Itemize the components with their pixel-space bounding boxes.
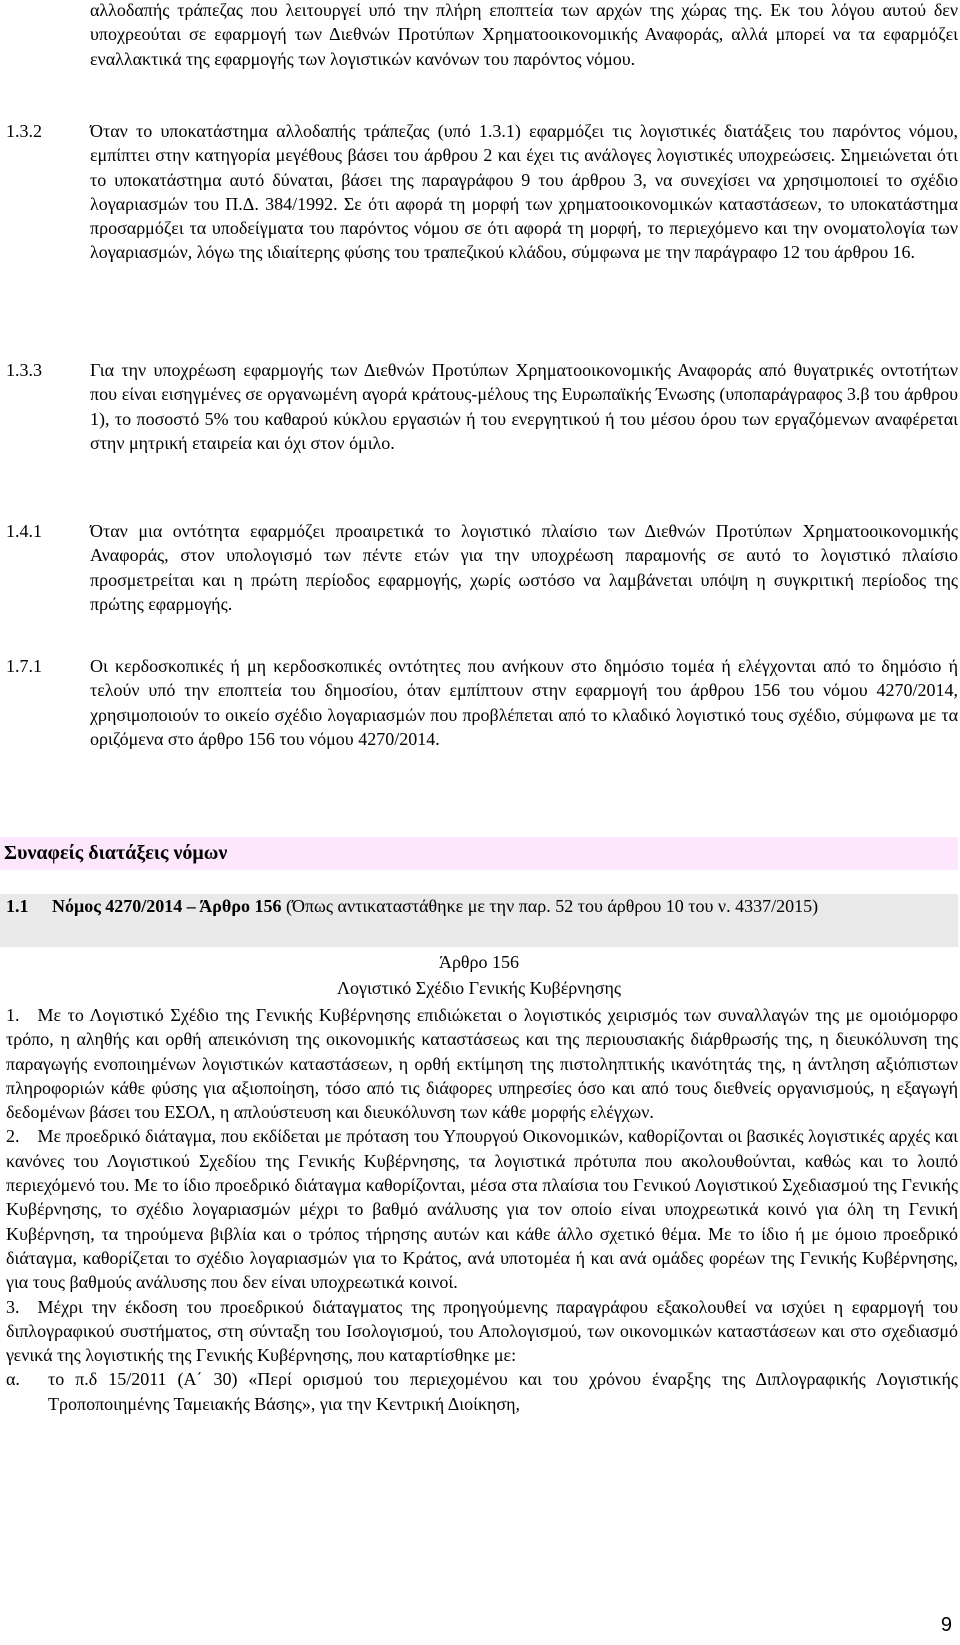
- law-number: 1.1: [6, 896, 29, 916]
- item-number: 1.4.1: [6, 521, 42, 541]
- alpha-text: το π.δ 15/2011 (Α΄ 30) «Περί ορισμού του περιεχομένου και του χρόνου έναρξης της Διπλογραφικής Λογιστικής Τροποποιημένης Ταμειακής Βάσης», για την Κεντρική Διοίκηση,: [48, 1369, 958, 1414]
- article-paragraph-2: 2. Με προεδρικό διάταγμα, που εκδίδεται με πρόταση του Υπουργού Οικονομικών, καθορίζονται οι βασικές λογιστικές αρχές και κανόνες του Λογιστικού Σχεδίου της Γενικής Κυβέρνησης, τα λογιστικά πρότυπα που ακολουθούνται, καθώς και το λοιπό περιεχόμενό του. Με το ίδιο προεδρικό διάταγμα καθορίζονται, μέσα στα πλαίσια του Γενικού Λογιστικού Σχεδιασμού της Γενικής Κυβέρνησης, το σχέδιο λογαριασμών μέχρι το βαθμό ανάλυσης για τον οποίο είναι υποχρεωτικά κοινό για όλη τη Γενική Κυβέρνηση, τα τηρούμενα βιβλία και ο τρόπος τήρησης αυτών και κάθε άλλο σχετικό θέμα. Με το ίδιο ή με όμοιο προεδρικό διάταγμα, καθορίζεται το σχέδιο λογαριασμών για το Κράτος, ανά υποτομέα ή και ανά ομάδες φορέων της Γενικής Κυβέρνησης, για τους βαθμούς ανάλυσης που δεν είναι υποχρεωτικά κοινοί.: [6, 1126, 958, 1293]
- item-text: Όταν μια οντότητα εφαρμόζει προαιρετικά το λογιστικό πλαίσιο των Διεθνών Προτύπων Χρηματοοικονομικής Αναφοράς, στον υπολογισμό των πέντε ετών για την υποχρέωση παραμονής σε αυτό το λογιστικό πλαίσιο προσμετρείται και η πρώτη περίοδος εφαρμογής, χωρίς ωστόσο να λαμβάνεται υπόψη η συγκριτική περίοδος της πρώτης εφαρμογής.: [90, 521, 958, 614]
- item-text: Για την υποχρέωση εφαρμογής των Διεθνών Προτύπων Χρηματοοικονομικής Αναφοράς από θυγατρικές οντοτήτων που είναι εισηγμένες σε οργανωμένη αγορά κράτους-μέλους της Ευρωπαϊκής Ένωσης (υποπαράγραφος 3.β του άρθρου 1), το ποσοστό 5% του καθαρού κύκλου εργασιών ή του ενεργητικού ή του μέσου όρου των εργαζόμενων αναφέρεται στην μητρική εταιρεία και όχι στον όμιλο.: [90, 360, 958, 453]
- law-title: Νόμος 4270/2014 – Άρθρο 156: [52, 896, 282, 916]
- article-paragraph-1: 1. Με το Λογιστικό Σχέδιο της Γενικής Κυβέρνησης επιδιώκεται ο λογιστικός χειρισμός των συναλλαγών της με ομοιόμορφο τρόπο, η αληθής και ορθή απεικόνιση της οικονομικής καταστάσεως και της περιουσιακής διάρθρωσής της, η διευκόλυνση της παραγωγής ενοποιημένων λογιστικών καταστάσεων, η ορθή εκτίμηση της πιστοληπτικής ικανότητάς της, η άντληση αξιόπιστων πληροφοριών κάθε φύσης για αξιοποίηση, τόσο από τις διάφορες υπηρεσίες όσο και από τους διεθνείς οργανισμούς, η εξαγωγή δεδομένων βάσει του ΕΣΟΛ, η απλούστευση και διευκόλυνση των κάθε μορφής ελέγχων.: [6, 1005, 958, 1123]
- section-heading: [0, 837, 958, 870]
- numbered-item-1-3-2: [0, 119, 958, 265]
- item-text: Όταν το υποκατάστημα αλλοδαπής τράπεζας (υπό 1.3.1) εφαρμόζει τις λογιστικές διατάξεις του παρόντος νόμου, εμπίπτει στην κατηγορία μεγέθους βάσει του άρθρου 2 και έχει τις ανάλογες λογιστικές υποχρεώσεις. Σημειώνεται ότι το υποκατάστημα αυτό δύναται, βάσει της παραγράφου 9 του άρθρου 3, να συνεχίσει να χρησιμοποιεί το σχέδιο λογαριασμών του Π.Δ. 384/1992. Σε ότι αφορά τη μορφή των χρηματοοικονομικών καταστάσεων, το υποκατάστημα προσαρμόζει τα υποδείγματα του παρόντος νόμου σε ότι αφορά τη μορφή, το περιεχόμενο και την ονοματολογία των λογαριασμών, λόγω της ιδιαίτερης φύσης του τραπεζικού κλάδου, σύμφωνα με την παράγραφο 12 του άρθρου 16.: [90, 121, 958, 263]
- article-number: Άρθρο 156: [438, 952, 520, 972]
- numbered-item-1-4-1: [0, 519, 958, 616]
- page-number: 9: [940, 1613, 952, 1636]
- law-reference-text: [52, 894, 954, 918]
- alpha-list-item: [6, 1367, 958, 1416]
- item-text: Οι κερδοσκοπικές ή μη κερδοσκοπικές οντότητες που ανήκουν στο δημόσιο τομέα ή ελέγχονται από το δημόσιο ή τελούν υπό την εποπτεία του δημοσίου, όταν εμπίπτουν στην εφαρμογή του άρθρου 156 του νόμου 4270/2014, χρησιμοποιούν το οικείο σχέδιο λογαριασμών που προβλέπεται από το κλαδικό λογιστικό τους σχέδιο, σύμφωνα με τα οριζόμενα στο άρθρο 156 του νόμου 4270/2014.: [90, 656, 958, 749]
- article-title: Λογιστικό Σχέδιο Γενικής Κυβέρνησης: [336, 978, 622, 998]
- item-number: 1.3.2: [6, 121, 42, 141]
- item-number: 1.3.3: [6, 360, 42, 380]
- numbered-item-1-3-3: [0, 358, 958, 455]
- article-body: [6, 1003, 958, 1416]
- numbered-item-1-7-1: [0, 654, 958, 751]
- law-note: (Όπως αντικαταστάθηκε με την παρ. 52 του άρθρου 10 του ν. 4337/2015): [281, 896, 819, 916]
- intro-paragraph: αλλοδαπής τράπεζας που λειτουργεί υπό την πλήρη εποπτεία των αρχών της χώρας της. Εκ του λόγου αυτού δεν υποχρεούται σε εφαρμογή των Διεθνών Προτύπων Χρηματοοικονομικής Αναφοράς, αλλά μπορεί να τα εφαρμόζει εναλλακτικά της εφαρμογής των λογιστικών κανόνων του παρόντος νόμου.: [90, 0, 958, 69]
- section-heading-text: Συναφείς διατάξεις νόμων: [4, 842, 228, 864]
- alpha-label: α.: [6, 1369, 20, 1390]
- law-reference: [0, 894, 958, 947]
- item-number: 1.7.1: [6, 656, 42, 676]
- article-paragraph-3: 3. Μέχρι την έκδοση του προεδρικού διάταγματος της προηγούμενης παραγράφου εξακολουθεί να ισχύει η εφαρμογή του διπλογραφικού συστήματος, στη σύνταξη του Ισολογισμού, του Απολογισμού, των οικονομικών καταστάσεων και στο σχεδιασμό γενικά της λογιστικής της Γενικής Κυβέρνησης, που καταρτίσθηκε με:: [6, 1296, 958, 1366]
